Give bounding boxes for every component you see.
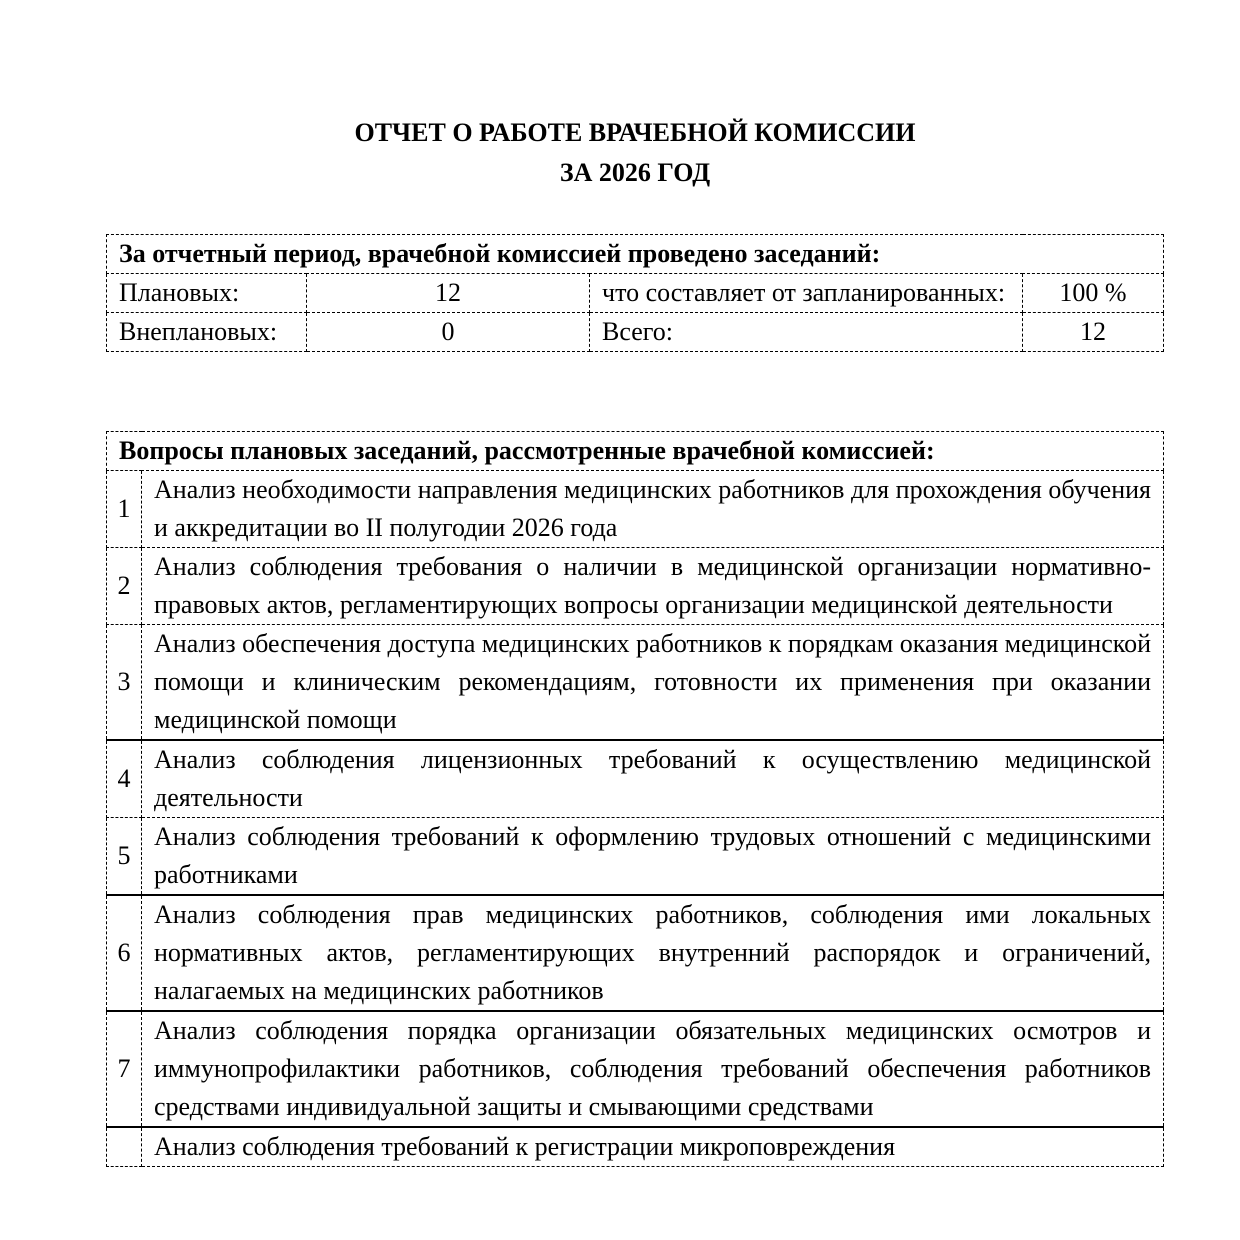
question-row: [107, 1011, 1164, 1127]
question-text: Анализ соблюдения прав медицинских работников, соблюдения ими локальных нормативных актов, регламентирующих внутренний распорядок и ограничений, налагаемых на медицинских работников: [142, 895, 1164, 1011]
ratio-value: 100 %: [1023, 274, 1164, 313]
question-row: [107, 818, 1164, 896]
question-number: 7: [107, 1011, 142, 1127]
total-value: 12: [1023, 313, 1164, 352]
unplanned-label: Внеплановых:: [107, 313, 307, 352]
question-row: [107, 895, 1164, 1011]
question-text: Анализ соблюдения требований к оформлению трудовых отношений с медицинскими работниками: [142, 818, 1164, 896]
question-row: [107, 740, 1164, 818]
question-number: 2: [107, 548, 142, 625]
planned-label: Плановых:: [107, 274, 307, 313]
question-text: Анализ необходимости направления медицинских работников для прохождения обучения и аккредитации во II полугодии 2026 года: [142, 471, 1164, 548]
report-title: ОТЧЕТ О РАБОТЕ ВРАЧЕБНОЙ КОМИССИИ: [354, 118, 916, 147]
question-number: 4: [107, 740, 142, 818]
question-text: Анализ соблюдения лицензионных требований к осуществлению медицинской деятельности: [142, 740, 1164, 818]
question-text: Анализ соблюдения требования о наличии в медицинской организации нормативно-правовых актов, регламентирующих вопросы организации медицинской деятельности: [142, 548, 1164, 625]
question-text: Анализ соблюдения порядка организации обязательных медицинских осмотров и иммунопрофилактики работников, соблюдения требований обеспечения работников средствами индивидуальной защиты и смывающими средствами: [142, 1011, 1164, 1127]
question-number: 1: [107, 471, 142, 548]
question-number: 3: [107, 625, 142, 741]
questions-table: [106, 431, 1164, 1167]
planned-value: 12: [307, 274, 590, 313]
meetings-summary-table: [106, 234, 1164, 352]
question-text: Анализ соблюдения требований к регистрации микроповреждения: [142, 1127, 1164, 1167]
question-number: 6: [107, 895, 142, 1011]
question-number: 5: [107, 818, 142, 896]
question-row: [107, 625, 1164, 741]
question-text: Анализ обеспечения доступа медицинских работников к порядкам оказания медицинской помощи и клиническим рекомендациям, готовности их применения при оказании медицинской помощи: [142, 625, 1164, 741]
summary-header: За отчетный период, врачебной комиссией проведено заседаний:: [107, 235, 1164, 274]
ratio-label: что составляет от запланированных:: [590, 274, 1023, 313]
question-number: [107, 1127, 142, 1167]
total-label: Всего:: [590, 313, 1023, 352]
questions-header: Вопросы плановых заседаний, рассмотренные врачебной комиссией:: [107, 432, 1164, 471]
unplanned-value: 0: [307, 313, 590, 352]
question-row: [107, 1127, 1164, 1167]
report-subtitle: ЗА 2026 ГОД: [559, 158, 711, 187]
question-row: [107, 471, 1164, 548]
question-row: [107, 548, 1164, 625]
